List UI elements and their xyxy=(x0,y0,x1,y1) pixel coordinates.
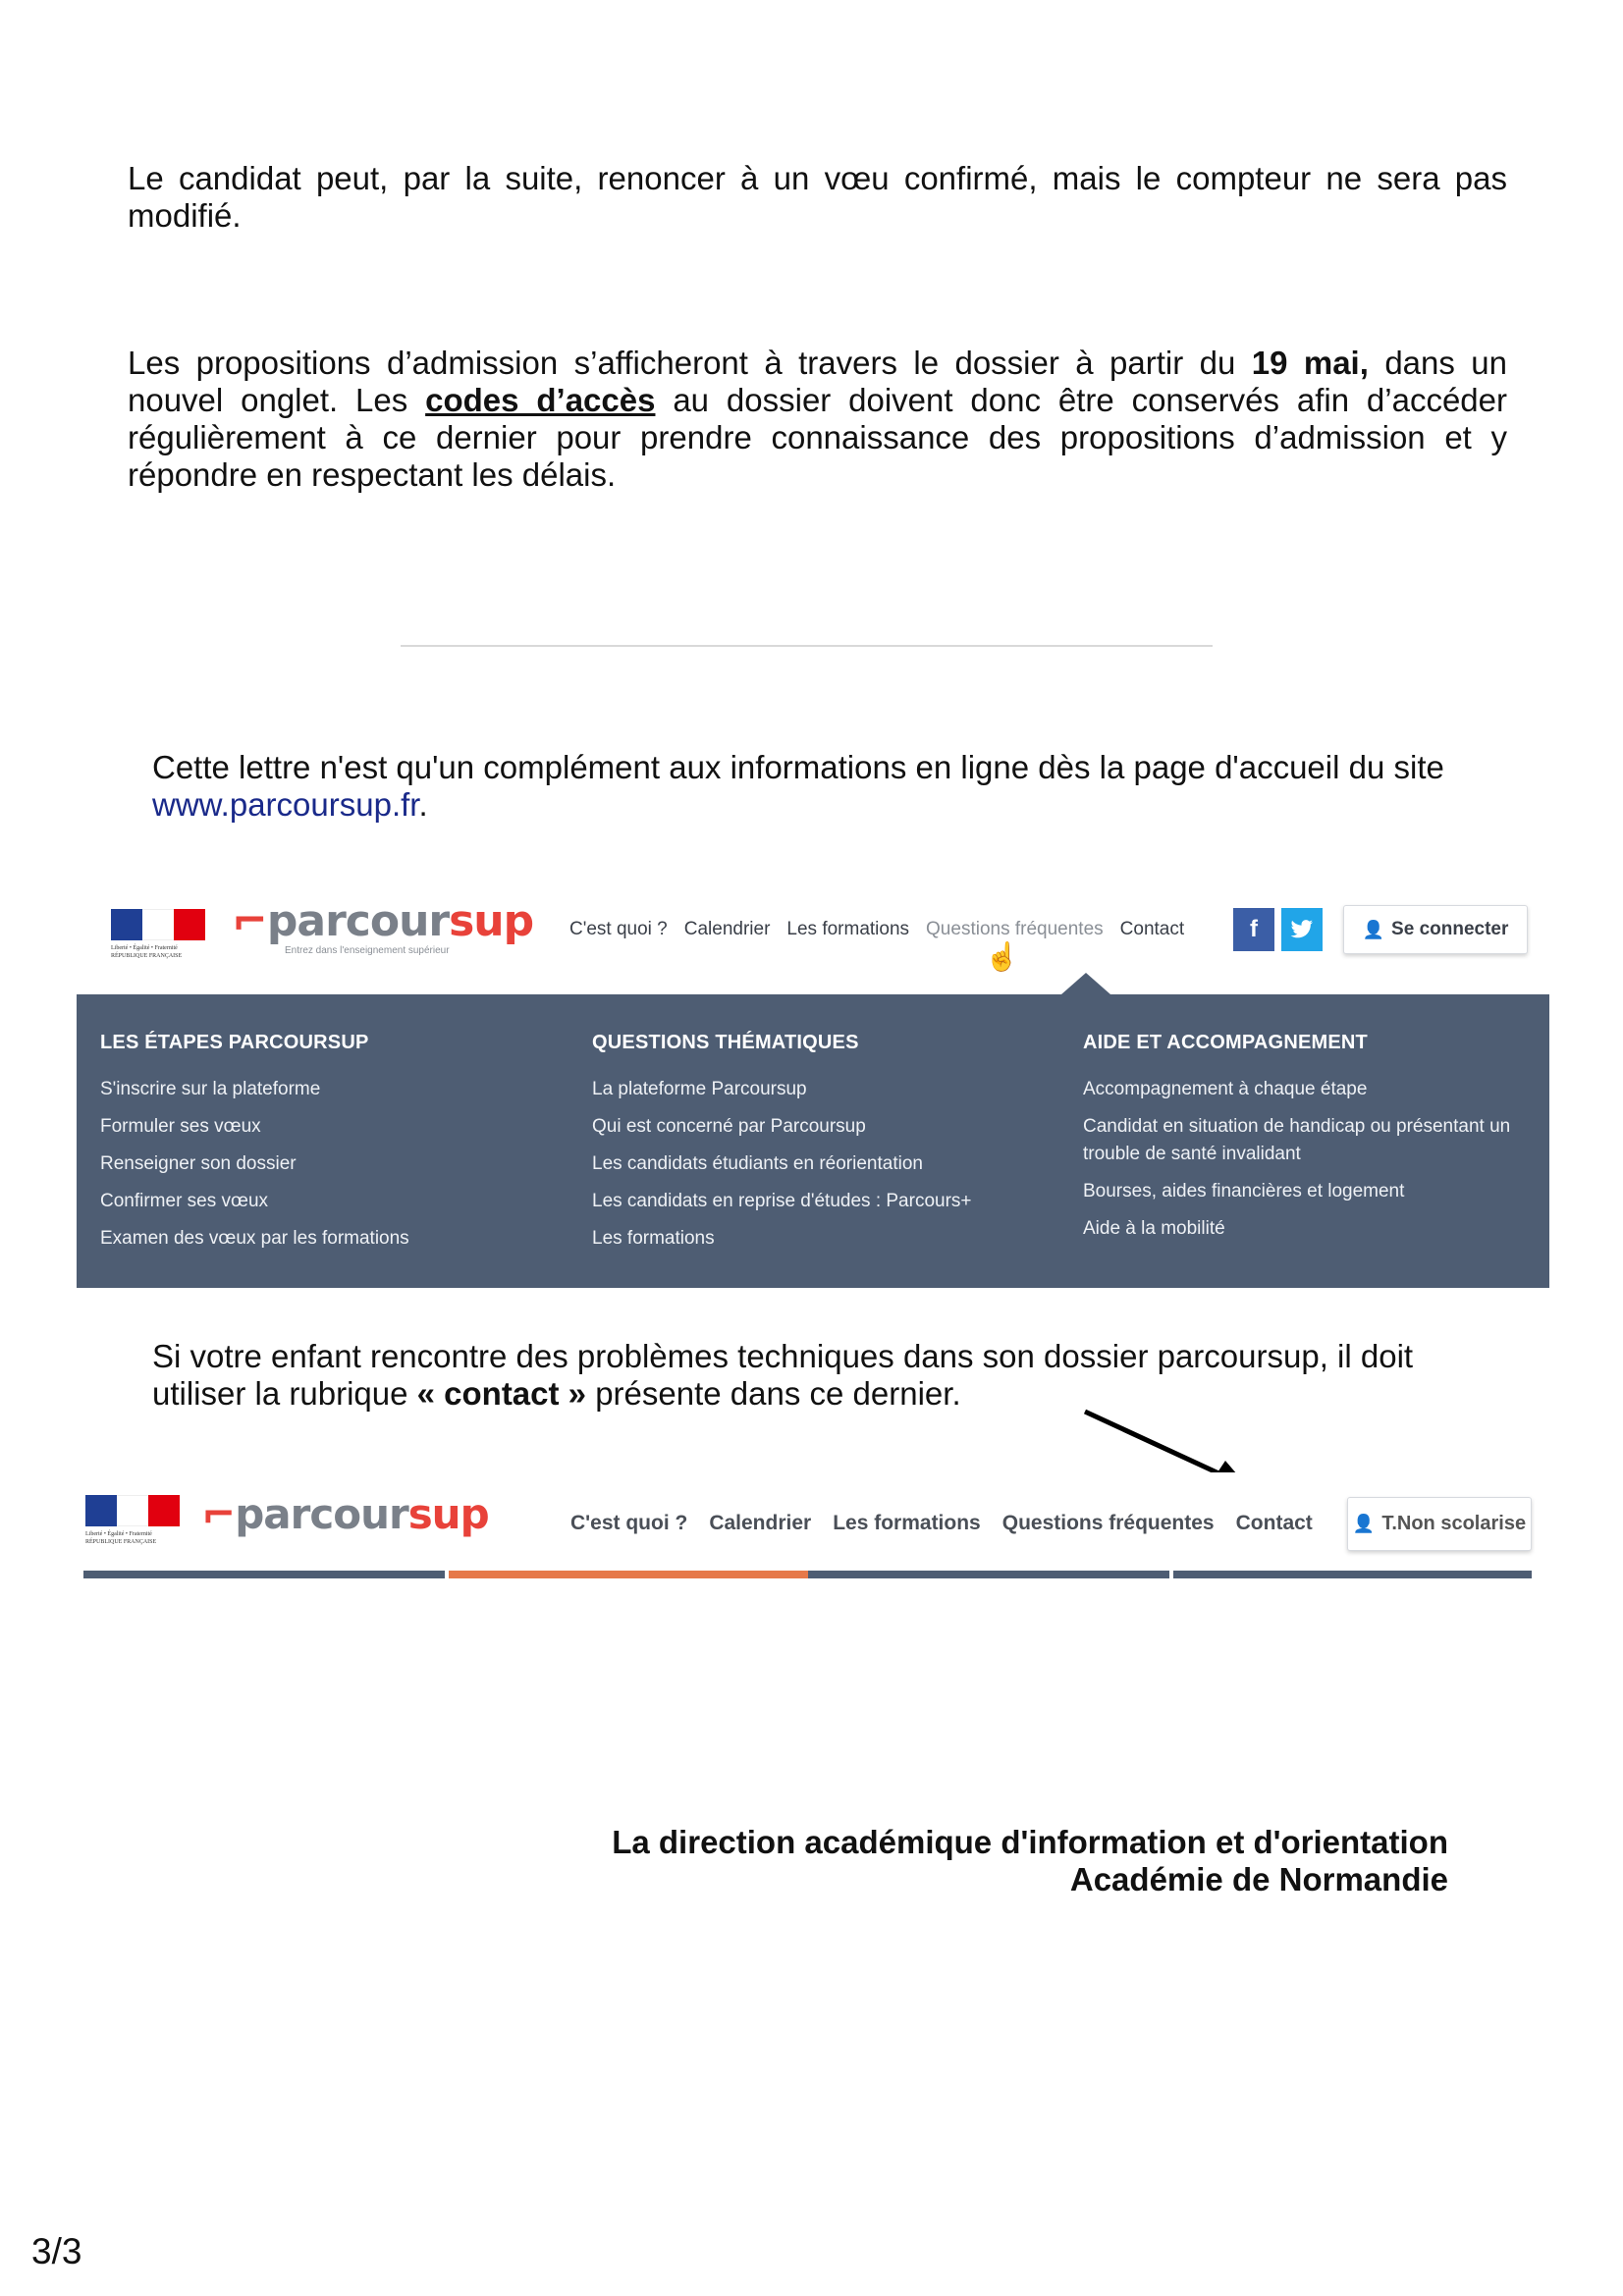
nav-questions-frequentes[interactable]: Questions fréquentes xyxy=(926,919,1104,939)
user-account-button[interactable] xyxy=(1347,1497,1532,1551)
parcoursup-dossier-screenshot xyxy=(83,1472,1532,1582)
paragraph-complement xyxy=(152,749,1448,824)
menu-item[interactable]: Accompagnement à chaque étape xyxy=(1083,1079,1368,1099)
republique-francaise-logo xyxy=(111,909,205,964)
french-flag-icon xyxy=(85,1495,180,1526)
menu-item[interactable]: Candidat en situation de handicap ou présentant un trouble de santé invalidant xyxy=(1083,1116,1511,1164)
menu-item[interactable]: Bourses, aides financières et logement xyxy=(1083,1181,1405,1201)
twitter-icon[interactable] xyxy=(1281,908,1323,951)
paragraph-text: présente dans ce dernier. xyxy=(586,1375,961,1412)
user-icon: 👤 xyxy=(1352,1514,1376,1533)
parcoursup-link[interactable]: www.parcoursup.fr xyxy=(152,786,419,823)
paragraph-text: Les propositions d’admission s’afficheront à travers le dossier à partir du xyxy=(128,345,1252,381)
republique-francaise-logo xyxy=(85,1495,180,1550)
paragraph-text: . xyxy=(418,786,428,823)
menu-column-questions xyxy=(592,1032,1063,1262)
menu-item[interactable]: Les candidats en reprise d'études : Parcours+ xyxy=(592,1191,972,1211)
signature-line-1: La direction académique d'information et d'orientation xyxy=(612,1824,1448,1860)
main-nav xyxy=(569,919,1201,940)
column-title: QUESTIONS THÉMATIQUES xyxy=(592,1032,859,1053)
menu-caret xyxy=(1061,973,1110,994)
paragraph-text: Cette lettre n'est qu'un complément aux informations en ligne dès la page d'accueil du site xyxy=(152,749,1444,785)
nav-les-formations[interactable]: Les formations xyxy=(786,919,910,939)
paragraph-renonciation xyxy=(128,160,1507,235)
main-nav xyxy=(570,1512,1334,1535)
login-button-label: Se connecter xyxy=(1391,919,1509,939)
menu-item[interactable]: Formuler ses vœux xyxy=(100,1116,261,1137)
nav-cest-quoi[interactable]: C'est quoi ? xyxy=(570,1512,688,1534)
facebook-icon[interactable]: f xyxy=(1233,908,1274,951)
menu-item[interactable]: Les candidats étudiants en réorientation xyxy=(592,1153,923,1174)
column-title: AIDE ET ACCOMPAGNEMENT xyxy=(1083,1032,1368,1053)
contact-highlight: « contact » xyxy=(416,1375,587,1412)
nav-cest-quoi[interactable]: C'est quoi ? xyxy=(569,919,668,939)
parcoursup-logo[interactable]: ⌐parcoursup xyxy=(201,1490,489,1538)
menu-item[interactable]: Examen des vœux par les formations xyxy=(100,1228,409,1249)
menu-item[interactable]: Qui est concerné par Parcoursup xyxy=(592,1116,866,1137)
active-tab-indicator xyxy=(445,1571,808,1578)
republique-francaise-text: Liberté • Égalité • Fraternité RÉPUBLIQUE FRANÇAISE xyxy=(111,945,183,959)
nav-les-formations[interactable]: Les formations xyxy=(833,1512,981,1534)
section-divider xyxy=(401,645,1213,647)
menu-item[interactable]: Renseigner son dossier xyxy=(100,1153,297,1174)
logo-tagline: Entrez dans l'enseignement supérieur xyxy=(285,945,450,956)
paragraph-text: dans un nouvel onglet. Les xyxy=(128,345,1507,418)
signature-line-2: Académie de Normandie xyxy=(1069,1861,1448,1897)
parcoursup-menu-screenshot xyxy=(77,877,1549,1288)
menu-item[interactable]: Les formations xyxy=(592,1228,715,1249)
nav-contact[interactable]: Contact xyxy=(1235,1512,1313,1534)
nav-questions-frequentes[interactable]: Questions fréquentes xyxy=(1001,1512,1215,1534)
menu-column-aide xyxy=(1083,1032,1544,1253)
login-button[interactable] xyxy=(1343,905,1528,954)
menu-item[interactable]: Aide à la mobilité xyxy=(1083,1218,1225,1239)
paragraph-text: au dossier doivent donc être conservés afin d’accéder régulièrement à ce dernier pour prendre connaissance des propositions d’admission et y répondre en respectant les délais. xyxy=(128,382,1507,493)
pointer-hand-icon: ☝ xyxy=(985,941,1019,972)
page-number: 3/3 xyxy=(31,2231,82,2271)
parcoursup-logo[interactable]: ⌐parcoursup xyxy=(232,896,534,946)
signature-block xyxy=(612,1824,1448,1898)
nav-contact[interactable]: Contact xyxy=(1119,919,1185,939)
menu-item[interactable]: La plateforme Parcoursup xyxy=(592,1079,807,1099)
paragraph-text: Le candidat peut, par la suite, renoncer à un vœu confirmé, mais le compteur ne sera pas modifié. xyxy=(128,160,1507,234)
access-codes-highlight: codes d’accès xyxy=(425,382,656,418)
logo-mark-icon: ⌐ xyxy=(201,1490,236,1538)
paragraph-text: Si votre enfant rencontre des problèmes techniques dans son dossier parcoursup, il doit utiliser la rubrique xyxy=(152,1338,1414,1412)
nav-calendrier[interactable]: Calendrier xyxy=(683,919,771,939)
user-account-label: T.Non scolarise xyxy=(1381,1513,1527,1534)
header-progress-bar xyxy=(83,1571,1532,1578)
french-flag-icon xyxy=(111,909,205,940)
menu-column-etapes xyxy=(100,1032,571,1262)
nav-calendrier[interactable]: Calendrier xyxy=(709,1512,812,1534)
site-header xyxy=(77,877,1549,994)
republique-francaise-text: Liberté • Égalité • Fraternité RÉPUBLIQUE FRANÇAISE xyxy=(85,1531,157,1545)
mega-menu xyxy=(77,994,1549,1288)
column-title: LES ÉTAPES PARCOURSUP xyxy=(100,1032,369,1053)
user-icon: 👤 xyxy=(1362,919,1385,939)
menu-item[interactable]: S'inscrire sur la plateforme xyxy=(100,1079,321,1099)
date-highlight: 19 mai, xyxy=(1251,345,1369,381)
logo-mark-icon: ⌐ xyxy=(232,896,267,946)
paragraph-contact xyxy=(152,1338,1448,1413)
paragraph-propositions xyxy=(128,345,1507,494)
menu-item[interactable]: Confirmer ses vœux xyxy=(100,1191,269,1211)
